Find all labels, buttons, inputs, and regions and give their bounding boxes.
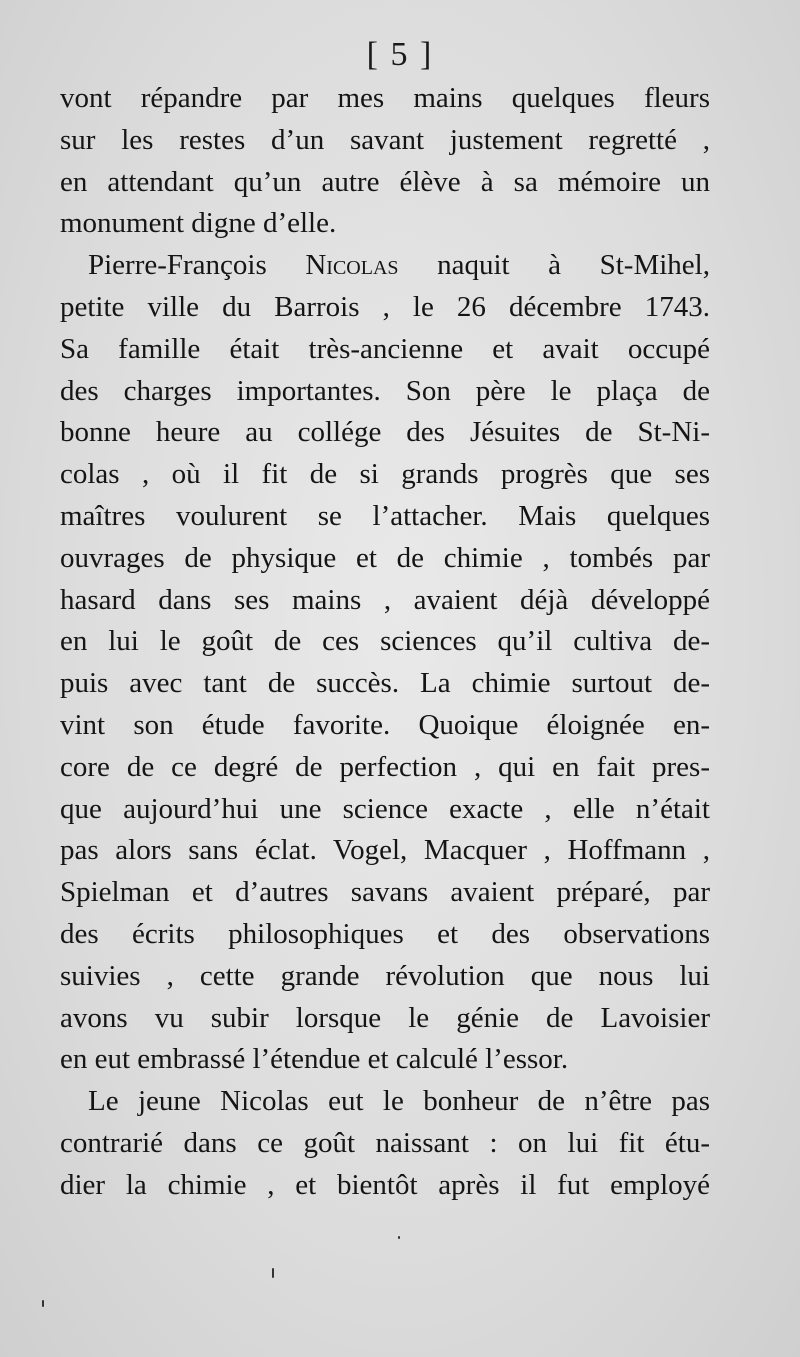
text-line: Spielman et d’autres savans avaient préparé, par bbox=[60, 876, 710, 909]
paragraph-2 bbox=[60, 245, 710, 1081]
text-line: vont répandre par mes mains quelques fleurs bbox=[60, 82, 710, 114]
text-line: contrarié dans ce goût naissant : on lui fit étu- bbox=[60, 1126, 710, 1159]
paragraph-1 bbox=[60, 78, 710, 245]
text-line: puis avec tant de succès. La chimie surtout de- bbox=[60, 667, 710, 700]
text-line: colas , où il fit de si grands progrès que ses bbox=[60, 458, 710, 491]
paragraph-3 bbox=[60, 1081, 710, 1206]
paper-speck bbox=[42, 1300, 44, 1307]
page-number: [ 5 ] bbox=[366, 36, 434, 73]
text-line: des écrits philosophiques et des observations bbox=[60, 917, 710, 950]
text-line: Le jeune Nicolas eut le bonheur de n’être pas bbox=[88, 1085, 710, 1118]
text-line: pas alors sans éclat. Vogel, Macquer , Hoffmann , bbox=[60, 834, 710, 867]
surname-smallcaps: Nicolas bbox=[305, 249, 399, 282]
text-line: Pierre-François Nicolas naquit à St-Mihel, bbox=[88, 249, 710, 282]
text-line: vint son étude favorite. Quoique éloignée en- bbox=[60, 708, 710, 741]
text-line: que aujourd’hui une science exacte , elle n’était bbox=[60, 792, 710, 825]
text-line: core de ce degré de perfection , qui en fait pres- bbox=[60, 750, 710, 783]
text-line: hasard dans ses mains , avaient déjà développé bbox=[60, 583, 710, 616]
text-line: monument digne d’elle. bbox=[60, 207, 337, 240]
paper-speck bbox=[398, 1236, 400, 1239]
text-line: ouvrages de physique et de chimie , tombés par bbox=[60, 541, 710, 574]
text-line: en lui le goût de ces sciences qu’il cultiva de- bbox=[60, 625, 710, 658]
paper-speck bbox=[272, 1268, 274, 1278]
text-line: en eut embrassé l’étendue et calculé l’essor. bbox=[60, 1043, 569, 1076]
text-line: en attendant qu’un autre élève à sa mémoire un bbox=[60, 165, 710, 198]
text-line: sur les restes d’un savant justement regretté , bbox=[60, 123, 710, 156]
text-line: bonne heure au collége des Jésuites de St-Ni- bbox=[60, 416, 710, 449]
text-line: dier la chimie , et bientôt après il fut employé bbox=[60, 1168, 710, 1201]
body-text bbox=[60, 78, 710, 1207]
text-line: des charges importantes. Son père le plaça de bbox=[60, 374, 710, 407]
text-line: suivies , cette grande révolution que nous lui bbox=[60, 959, 710, 992]
text-line: Sa famille était très-ancienne et avait occupé bbox=[60, 332, 710, 365]
text-line: petite ville du Barrois , le 26 décembre 1743. bbox=[60, 290, 710, 323]
text-line: avons vu subir lorsque le génie de Lavoisier bbox=[60, 1001, 710, 1034]
text-line: maîtres voulurent se l’attacher. Mais quelques bbox=[60, 499, 710, 532]
